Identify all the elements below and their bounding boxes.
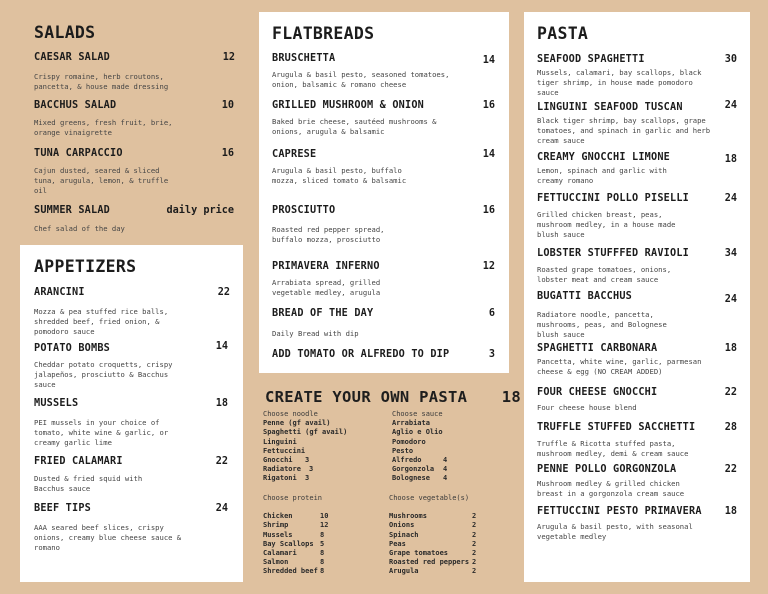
option-name: Alfredo [392, 456, 422, 465]
sauce-option [392, 438, 502, 447]
menu-item-penne-pollo-gorgonzola [537, 464, 737, 499]
option-name: Pomodoro [392, 437, 426, 446]
item-price: 6 [488, 308, 495, 319]
menu-item-bruschetta [272, 53, 495, 90]
noodle-heading: Choose noodle [263, 410, 318, 418]
option-price: 2 [472, 539, 477, 548]
item-price: 16 [482, 205, 495, 216]
item-name: FRIED CALAMARI [34, 456, 123, 467]
option-name: Onions [389, 521, 415, 530]
protein-option [263, 521, 383, 530]
vegetable-option [389, 549, 519, 558]
vegetable-option [389, 567, 519, 576]
option-name: Arugula [389, 567, 419, 576]
noodle-option [263, 438, 383, 447]
item-description: Black tiger shrimp, bay scallops, grape tomatoes, and spinach in garlic and herb cream sauce [537, 116, 711, 145]
vegetable-option [389, 521, 519, 530]
sauce-option [392, 447, 502, 456]
sauce-option [392, 419, 502, 428]
noodle-options [263, 410, 383, 484]
item-price: 28 [724, 422, 737, 433]
option-name: Bay Scallops [263, 539, 314, 548]
pasta-section [524, 12, 750, 582]
item-description: AAA seared beef slices, crispy onions, creamy blue cheese sauce & romano [34, 523, 182, 552]
noodle-option [263, 447, 383, 456]
item-name: PROSCIUTTO [272, 205, 336, 216]
menu-item-summer-salad [34, 205, 234, 234]
vegetable-heading: Choose vegetable(s) [389, 494, 470, 502]
item-name: PENNE POLLO GORGONZOLA [537, 464, 677, 475]
item-name: TUNA CARPACCIO [34, 148, 123, 159]
vegetable-option [389, 512, 519, 521]
item-name: ADD TOMATO OR ALFREDO TO DIP [272, 349, 450, 360]
item-price: 18 [724, 343, 737, 354]
option-price: 4 [443, 474, 448, 483]
item-price: 24 [215, 503, 228, 514]
option-price: 2 [472, 558, 477, 567]
create-your-own-title: CREATE YOUR OWN PASTA [265, 388, 468, 406]
item-description: Dusted & fried squid with Bacchus sauce [34, 474, 143, 493]
item-price: 24 [724, 294, 737, 305]
sauce-option [392, 428, 502, 437]
menu-item-fettuccini-pollo-piselli [537, 193, 737, 239]
item-price: 16 [221, 148, 234, 159]
option-name: Fettuccini [263, 446, 306, 455]
option-price: 3 [305, 474, 310, 483]
menu-item-add-dip [272, 349, 495, 360]
option-price: 3 [309, 465, 314, 474]
menu-item-caprese [272, 149, 495, 186]
menu-item-creamy-gnocchi-limone [537, 152, 737, 186]
item-name: SPAGHETTI CARBONARA [537, 343, 658, 354]
item-price: 34 [724, 248, 737, 259]
menu-item-grilled-mushroom-onion [272, 100, 495, 137]
option-price: 8 [320, 558, 325, 567]
menu-item-potato-bombs [34, 341, 230, 389]
protein-option [263, 567, 383, 576]
sauce-option [392, 465, 502, 474]
option-price: 10 [320, 512, 329, 521]
option-name: Bolognese [392, 474, 430, 483]
menu-item-bacchus-salad [34, 100, 234, 138]
option-name: Penne (gf avail) [263, 419, 331, 428]
vegetable-options [389, 494, 519, 577]
flatbreads-title: FLATBREADS [272, 24, 375, 43]
item-name: BEEF TIPS [34, 503, 92, 514]
menu-item-mussels [34, 398, 230, 447]
salads-section [34, 0, 234, 245]
option-price: 2 [472, 549, 477, 558]
menu-item-tuna-carpaccio [34, 148, 234, 195]
option-name: Rigatoni [263, 474, 297, 483]
item-price: 12 [482, 261, 495, 272]
sauce-heading: Choose sauce [392, 410, 443, 418]
item-name: MUSSELS [34, 398, 79, 409]
noodle-option [263, 456, 383, 465]
item-price: daily price [166, 205, 234, 216]
vegetable-option [389, 531, 519, 540]
menu-item-beef-tips [34, 503, 230, 552]
option-price: 12 [320, 521, 329, 530]
option-price: 4 [443, 456, 448, 465]
option-price: 2 [472, 521, 477, 530]
item-price: 24 [724, 100, 737, 111]
vegetable-option [389, 558, 519, 567]
option-price: 3 [305, 456, 310, 465]
option-name: Calamari [263, 549, 297, 558]
item-description: Four cheese house blend [537, 403, 637, 412]
option-name: Aglio e Olio [392, 428, 443, 437]
item-name: SUMMER SALAD [34, 205, 111, 216]
sauce-options [392, 410, 502, 484]
appetizers-title: APPETIZERS [34, 257, 137, 276]
item-price: 16 [482, 100, 495, 111]
protein-options [263, 494, 383, 577]
option-price: 2 [472, 512, 477, 521]
protein-option [263, 558, 383, 567]
protein-option [263, 531, 383, 540]
item-name: CAPRESE [272, 149, 317, 160]
menu-item-linguini-seafood-tuscan [537, 100, 737, 145]
noodle-option [263, 465, 383, 474]
item-name: BRUSCHETTA [272, 53, 336, 64]
flatbreads-section [259, 12, 509, 373]
option-name: Mushrooms [389, 512, 427, 521]
menu-item-lobster-stuffed-ravioli [537, 248, 737, 285]
item-name: POTATO BOMBS [34, 343, 111, 354]
item-price: 12 [222, 52, 235, 63]
item-name: ARANCINI [34, 287, 85, 298]
protein-option [263, 512, 383, 521]
option-name: Pesto [392, 446, 414, 455]
item-price: 14 [482, 149, 495, 160]
option-name: Gorgonzola [392, 465, 435, 474]
item-description: Chef salad of the day [34, 224, 125, 233]
item-description: Roasted red pepper spread, buffalo mozza, prosciutto [272, 225, 385, 244]
item-description: Pancetta, white wine, garlic, parmesan cheese & egg (NO CREAM ADDED) [537, 357, 702, 376]
noodle-option [263, 428, 383, 437]
item-description: Truffle & Ricotta stuffed pasta, mushroom medley, demi & cream sauce [537, 439, 689, 458]
item-price: 22 [217, 287, 230, 298]
vegetable-option [389, 540, 519, 549]
menu-item-bread-of-the-day [272, 308, 495, 339]
option-name: Linguini [263, 437, 297, 446]
item-price: 30 [724, 54, 737, 65]
item-name: FETTUCCINI PESTO PRIMAVERA [537, 506, 702, 517]
item-name: BACCHUS SALAD [34, 100, 117, 111]
item-price: 18 [215, 398, 228, 409]
option-name: Roasted red peppers [389, 558, 470, 567]
item-price: 3 [488, 349, 495, 360]
menu-item-fettuccini-pesto-primavera [537, 506, 737, 542]
menu-item-prosciutto [272, 205, 495, 245]
option-name: Gnocchi [263, 456, 293, 465]
item-description: Baked brie cheese, sautéed mushrooms & onions, arugula & balsamic [272, 117, 437, 136]
pasta-title: PASTA [537, 24, 589, 43]
item-description: Mixed greens, fresh fruit, brie, orange vinaigrette [34, 118, 173, 137]
item-name: BREAD OF THE DAY [272, 308, 374, 319]
item-description: Radiatore noodle, pancetta, mushrooms, peas, and Bolognese blush sauce [537, 310, 667, 339]
option-name: Peas [389, 539, 406, 548]
menu-item-truffle-stuffed-sacchetti [537, 422, 737, 459]
item-name: PRIMAVERA INFERNO [272, 261, 380, 272]
item-name: CAESAR SALAD [34, 52, 111, 63]
item-description: Crispy romaine, herb croutons, pancetta, & house made dressing [34, 72, 169, 91]
option-price: 2 [472, 567, 477, 576]
item-name: SEAFOOD SPAGHETTI [537, 54, 645, 65]
sauce-option [392, 456, 502, 465]
option-name: Grape tomatoes [389, 549, 449, 558]
salads-title: SALADS [34, 23, 96, 42]
item-name: TRUFFLE STUFFED SACCHETTI [537, 422, 696, 433]
option-price: 5 [320, 539, 325, 548]
noodle-option [263, 419, 383, 428]
menu-item-caesar-salad [34, 52, 235, 92]
item-price: 22 [724, 387, 737, 398]
menu-item-bugatti-bacchus [537, 291, 737, 339]
item-price: 22 [724, 464, 737, 475]
item-description: Grilled chicken breast, peas, mushroom medley, in a house made blush sauce [537, 210, 676, 239]
option-price: 2 [472, 530, 477, 539]
option-name: Spaghetti (gf avail) [263, 428, 348, 437]
create-your-own-section [262, 385, 522, 585]
item-description: Mushroom medley & grilled chicken breast in a gorgonzola cream sauce [537, 479, 685, 498]
option-name: Chicken [263, 512, 293, 521]
option-name: Mussels [263, 530, 293, 539]
create-your-own-price: 18 [501, 388, 521, 406]
menu-item-arancini [34, 287, 230, 336]
item-description: Arugula & basil pesto, buffalo mozza, sliced tomato & balsamic [272, 166, 407, 185]
menu-item-four-cheese-gnocchi [537, 387, 737, 413]
option-name: Radiatore [263, 465, 301, 474]
item-description: Mozza & pea stuffed rice balls, shredded beef, fried onion, & pomodoro sauce [34, 307, 169, 336]
item-price: 14 [482, 55, 495, 66]
item-description: Lemon, spinach and garlic with creamy romano [537, 166, 667, 185]
item-name: FOUR CHEESE GNOCCHI [537, 387, 658, 398]
item-name: LINGUINI SEAFOOD TUSCAN [537, 102, 683, 113]
item-name: FETTUCCINI POLLO PISELLI [537, 193, 690, 204]
item-description: PEI mussels in your choice of tomato, white wine & garlic, or creamy garlic lime [34, 418, 169, 447]
item-name: BUGATTI BACCHUS [537, 291, 633, 302]
menu-item-primavera-inferno [272, 261, 495, 298]
option-price: 4 [443, 465, 448, 474]
sauce-option [392, 474, 502, 483]
option-price: 8 [320, 530, 325, 539]
protein-heading: Choose protein [263, 494, 323, 502]
option-name: Shrimp [263, 521, 289, 530]
appetizers-section [20, 245, 243, 582]
item-description: Arrabiata spread, grilled vegetable medley, arugula [272, 278, 381, 297]
menu-item-fried-calamari [34, 456, 230, 494]
item-price: 14 [215, 341, 228, 352]
item-description: Cheddar potato croquetts, crispy jalapeños, prosciutto & Bacchus sauce [34, 360, 173, 389]
menu-item-seafood-spaghetti [537, 54, 737, 97]
item-description: Arugula & basil pesto, with seasonal vegetable medley [537, 522, 693, 541]
item-name: LOBSTER STUFFFED RAVIOLI [537, 248, 690, 259]
menu-item-spaghetti-carbonara [537, 343, 737, 377]
item-description: Cajun dusted, seared & sliced tuna, arugula, lemon, & truffle oil [34, 166, 169, 195]
option-name: Shredded beef [263, 567, 318, 576]
item-description: Mussels, calamari, bay scallops, black tiger shrimp, in house made pomodoro sauce [537, 68, 702, 97]
protein-option [263, 540, 383, 549]
option-price: 8 [320, 549, 325, 558]
item-description: Daily Bread with dip [272, 329, 359, 338]
item-price: 24 [724, 193, 737, 204]
item-description: Arugula & basil pesto, seasoned tomatoes, onion, balsamic & romano cheese [272, 70, 450, 89]
option-name: Arrabiata [392, 419, 430, 428]
item-name: GRILLED MUSHROOM & ONION [272, 100, 425, 111]
item-name: CREAMY GNOCCHI LIMONE [537, 152, 671, 163]
item-price: 18 [724, 506, 737, 517]
protein-option [263, 549, 383, 558]
item-price: 10 [221, 100, 234, 111]
option-name: Spinach [389, 530, 419, 539]
option-name: Salmon [263, 558, 289, 567]
option-price: 8 [320, 567, 325, 576]
item-price: 22 [215, 456, 228, 467]
item-price: 18 [724, 154, 737, 165]
item-description: Roasted grape tomatoes, onions, lobster meat and cream sauce [537, 265, 672, 284]
noodle-option [263, 474, 383, 483]
